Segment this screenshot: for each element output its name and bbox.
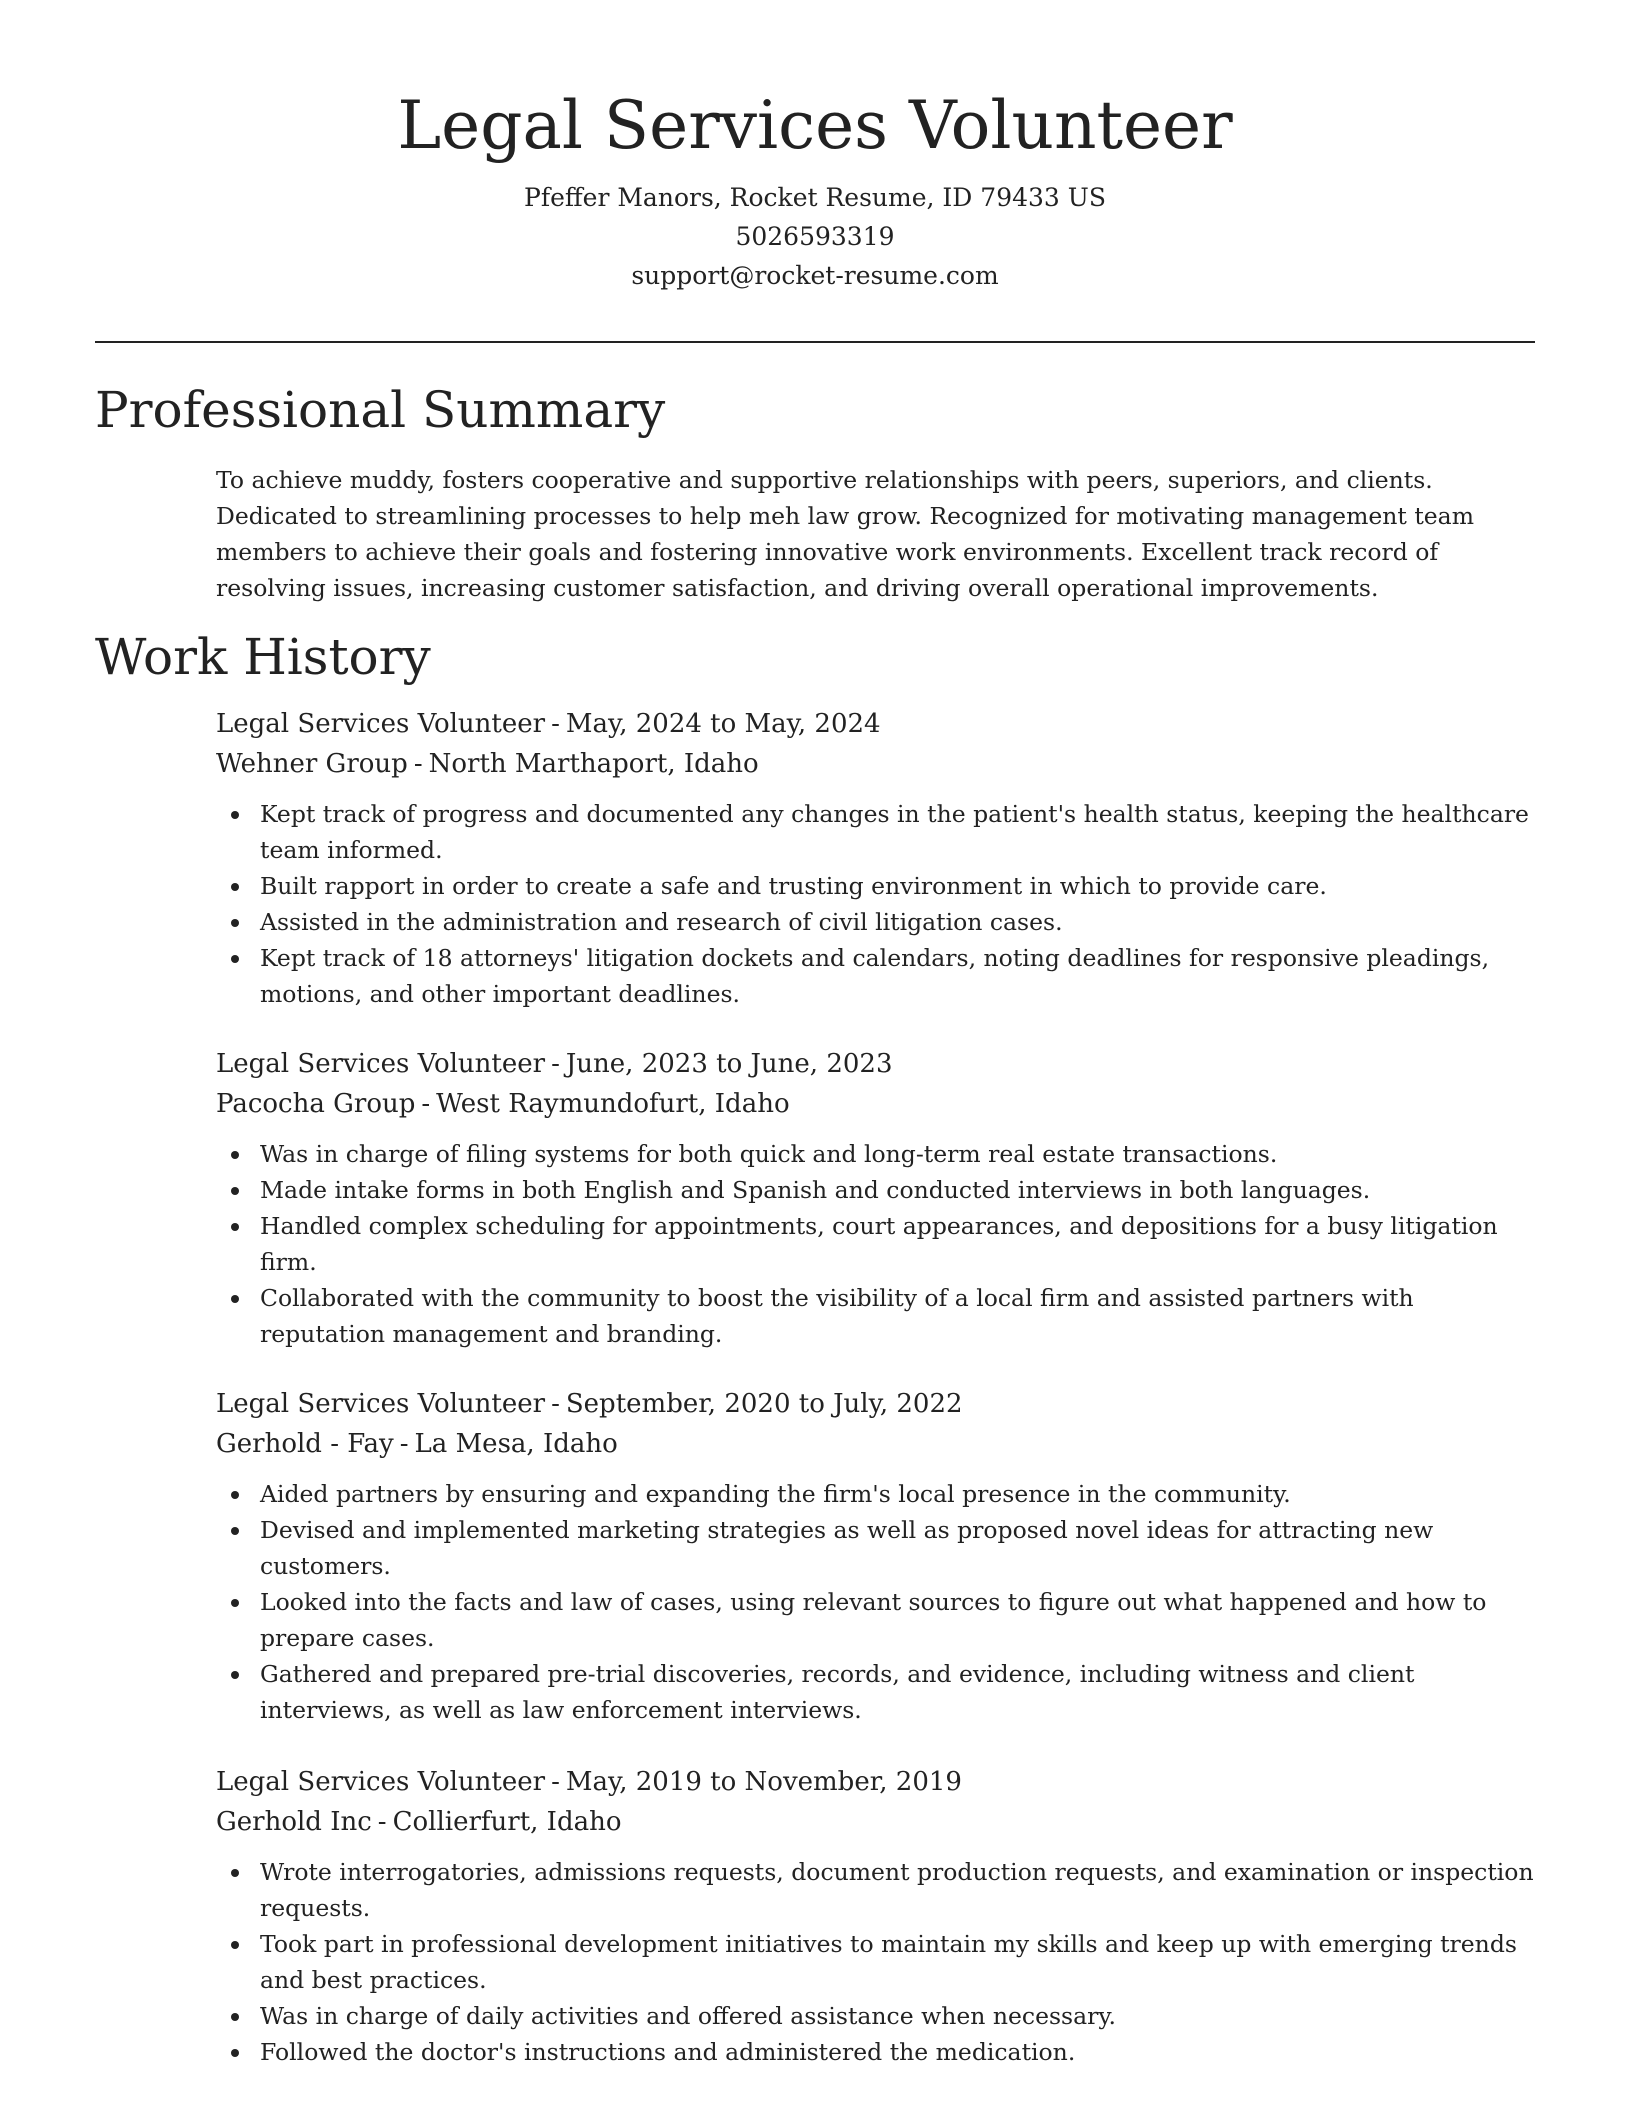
header-divider: [95, 341, 1535, 343]
job-entry: [216, 1044, 1536, 1352]
job-company: Pacocha Group: [216, 1089, 416, 1119]
job-title-line: Legal Services Volunteer - May, 2024 to May, 2024: [216, 709, 881, 739]
job-bullet: Wrote interrogatories, admissions requests, document production requests, and examination or inspection requests.: [216, 1854, 1536, 1926]
job-location: Collierfurt, Idaho: [392, 1807, 622, 1837]
job-bullet: Took part in professional development initiatives to maintain my skills and keep up with emerging trends and best practices.: [216, 1926, 1536, 1998]
summary-heading: Professional Summary: [95, 381, 666, 439]
job-bullets: [216, 1136, 1536, 1352]
job-company: Gerhold - Fay: [216, 1429, 394, 1459]
job-title: Legal Services Volunteer: [216, 1389, 546, 1419]
resume-name: Legal Services Volunteer: [397, 87, 1233, 164]
job-title-line: Legal Services Volunteer - September, 2020 to July, 2022: [216, 1389, 963, 1419]
job-title: Legal Services Volunteer: [216, 1049, 546, 1079]
job-title-line: Legal Services Volunteer - May, 2019 to November, 2019: [216, 1767, 962, 1797]
job-bullet: Built rapport in order to create a safe and trusting environment in which to provide care.: [216, 868, 1536, 904]
job-company: Wehner Group: [216, 749, 408, 779]
job-dates: September, 2020 to July, 2022: [565, 1389, 963, 1419]
job-bullet: Was in charge of daily activities and offered assistance when necessary.: [216, 1998, 1536, 2034]
job-title: Legal Services Volunteer: [216, 1767, 546, 1797]
resume-header: [95, 78, 1535, 295]
job-dates: May, 2019 to November, 2019: [565, 1767, 962, 1797]
job-entry: [216, 704, 1536, 1012]
job-location: North Marthaport, Idaho: [428, 749, 759, 779]
job-dates: May, 2024 to May, 2024: [565, 709, 881, 739]
job-bullet: Handled complex scheduling for appointments, court appearances, and depositions for a busy litigation firm.: [216, 1208, 1536, 1280]
job-company-line: Pacocha Group - West Raymundofurt, Idaho: [216, 1089, 790, 1119]
job-entry: [216, 1762, 1536, 2070]
job-dates: June, 2023 to June, 2023: [565, 1049, 893, 1079]
job-bullet: Was in charge of filing systems for both quick and long-term real estate transactions.: [216, 1136, 1536, 1172]
job-title-line: Legal Services Volunteer - June, 2023 to June, 2023: [216, 1049, 893, 1079]
job-bullet: Gathered and prepared pre-trial discoveries, records, and evidence, including witness and client interviews, as well as law enforcement interviews.: [216, 1656, 1536, 1728]
job-bullet: Collaborated with the community to boost the visibility of a local firm and assisted partners with reputation management and branding.: [216, 1280, 1536, 1352]
job-bullet: Made intake forms in both English and Spanish and conducted interviews in both languages.: [216, 1172, 1536, 1208]
job-bullets: [216, 1854, 1536, 2070]
job-bullet: Assisted in the administration and research of civil litigation cases.: [216, 904, 1536, 940]
job-company: Gerhold Inc: [216, 1807, 372, 1837]
job-company-line: Gerhold Inc - Collierfurt, Idaho: [216, 1807, 622, 1837]
job-bullets: [216, 1476, 1536, 1728]
job-location: West Raymundofurt, Idaho: [436, 1089, 790, 1119]
job-bullets: [216, 796, 1536, 1012]
job-bullet: Aided partners by ensuring and expanding the firm's local presence in the community.: [216, 1476, 1536, 1512]
work-history-heading: Work History: [95, 628, 431, 686]
job-entry: [216, 1384, 1536, 1728]
job-location: La Mesa, Idaho: [414, 1429, 618, 1459]
job-bullet: Devised and implemented marketing strategies as well as proposed novel ideas for attracting new customers.: [216, 1512, 1536, 1584]
job-title: Legal Services Volunteer: [216, 709, 546, 739]
job-bullet: Looked into the facts and law of cases, using relevant sources to figure out what happened and how to prepare cases.: [216, 1584, 1536, 1656]
job-bullet: Followed the doctor's instructions and administered the medication.: [216, 2034, 1536, 2070]
job-company-line: Wehner Group - North Marthaport, Idaho: [216, 749, 759, 779]
job-company-line: Gerhold - Fay - La Mesa, Idaho: [216, 1429, 618, 1459]
contact-info: [95, 178, 1535, 295]
contact-address: Pfeffer Manors, Rocket Resume, ID 79433 US: [524, 183, 1106, 212]
summary-text: To achieve muddy, fosters cooperative and supportive relationships with peers, superiors, and clients. Dedicated to streamlining processes to help meh law grow. Recognized for motivating management team members to achieve their goals and fostering innovative work environments. Excellent track record of resolving issues, increasing customer satisfaction, and driving overall operational improvements.: [216, 466, 1474, 602]
job-bullet: Kept track of 18 attorneys' litigation dockets and calendars, noting deadlines for responsive pleadings, motions, and other important deadlines.: [216, 940, 1536, 1012]
contact-phone: 5026593319: [735, 222, 895, 251]
job-bullet: Kept track of progress and documented any changes in the patient's health status, keeping the healthcare team informed.: [216, 796, 1536, 868]
contact-email: support@rocket-resume.com: [631, 261, 999, 290]
